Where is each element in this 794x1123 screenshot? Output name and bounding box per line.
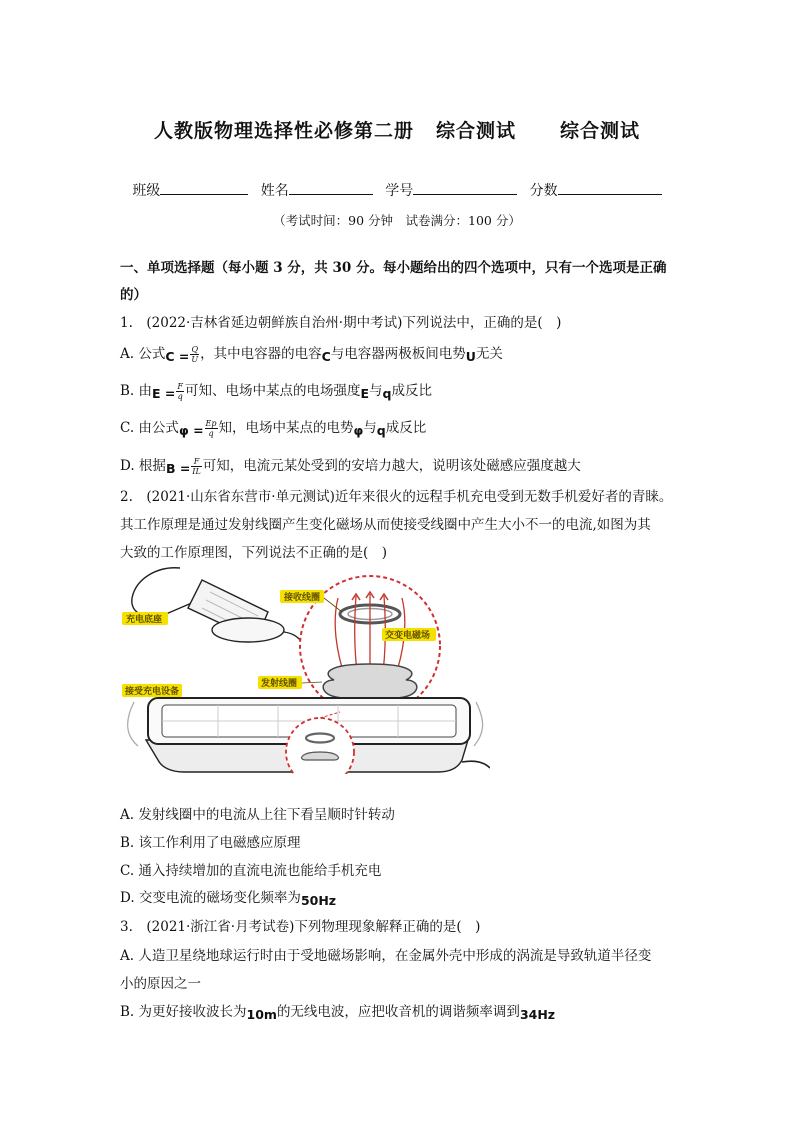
ac-field-text: 交变电磁场 — [385, 631, 431, 641]
q1-c-mid: 知，电场中某点的电势 — [218, 420, 354, 436]
q1-c-sym2: q — [376, 423, 386, 438]
q1-d-post: 可知，电流元某处受到的安培力越大，说明该处磁感应强度越大 — [202, 458, 581, 474]
q2-option-b: B. 该工作利用了电磁感应原理 — [120, 835, 301, 851]
q1-b-formula-lhs: E = — [152, 386, 176, 401]
q3-option-b — [120, 1000, 555, 1020]
q2-d-pre: D. 交变电流的磁场变化频率为 — [120, 890, 301, 906]
id-field[interactable] — [413, 180, 517, 195]
id-label: 学号 — [385, 183, 414, 199]
title-sub1: 综合测试 — [435, 120, 516, 142]
q1-b-post: 成反比 — [391, 383, 432, 399]
q3-option-a-line2: 小的原因之一 — [120, 976, 201, 992]
charge-base-text: 充电底座 — [126, 615, 163, 625]
q1-a-sym2: U — [465, 349, 476, 364]
q1-a-formula-lhs: C = — [165, 349, 190, 364]
class-field[interactable] — [160, 180, 248, 195]
receive-coil-text: 接收线圈 — [284, 593, 321, 603]
name-field[interactable] — [289, 180, 373, 195]
wireless-charging-figure — [118, 562, 490, 774]
device-pointer-arrow — [128, 702, 138, 746]
q1-a-num: Q — [191, 345, 198, 354]
label-ac-field — [382, 628, 436, 641]
q1-b-fraction — [176, 382, 184, 401]
q1-c-fraction — [205, 419, 218, 438]
q1-c-post: 成反比 — [385, 420, 427, 436]
charging-base — [212, 618, 284, 642]
hand-outline — [132, 568, 194, 616]
q2-stem-line3: 大致的工作原理图，下列说法不正确的是( ) — [120, 545, 388, 561]
q1-c-sym1: φ — [353, 423, 364, 438]
q3-b-value1: 10m — [246, 1007, 277, 1022]
q1-b-mid: 可知、电场中某点的电场强度 — [184, 383, 361, 399]
q1-a-mid2: 与电容器两极板间电势 — [330, 346, 466, 362]
q1-option-b — [120, 379, 432, 401]
title-main: 人教版物理选择性必修第二册 — [153, 120, 414, 142]
q2-option-a: A. 发射线圈中的电流从上往下看呈顺时针转动 — [120, 807, 395, 823]
q2-stem-line1: 2. (2021·山东省东营市·单元测试)近年来很火的远程手机充电受到无数手机爱好者的青睐。 — [120, 489, 673, 505]
q3-b-mid: 的无线电波，应把收音机的调谐频率调到 — [276, 1004, 520, 1020]
q1-a-sym1: C — [321, 349, 331, 364]
q1-b-sym1: E — [360, 386, 369, 401]
q3-b-pre: B. 为更好接收波长为 — [120, 1004, 247, 1020]
exam-meta: （考试时间：90 分钟 试卷满分：100 分） — [273, 213, 521, 228]
q1-c-num: Ep — [205, 419, 217, 428]
q1-option-c — [120, 416, 426, 438]
q1-c-den: q — [208, 429, 214, 438]
small-transmit-coil — [302, 752, 339, 760]
q3-b-value2: 34Hz — [519, 1007, 556, 1022]
q1-option-a — [120, 342, 503, 364]
q1-option-d — [120, 454, 581, 476]
label-charge-base — [122, 612, 168, 625]
q3-option-a-line1: A. 人造卫星绕地球运行时由于受地磁场影响，在金属外壳中形成的涡流是导致轨道半径变 — [120, 948, 652, 964]
q3-stem: 3. (2021·浙江省·月考试卷)下列物理现象解释正确的是( ) — [120, 919, 481, 935]
q1-c-formula-lhs: φ = — [178, 423, 204, 438]
q2-d-value: 50Hz — [300, 893, 337, 908]
q1-a-fraction — [190, 345, 199, 364]
q2-option-c: C. 通入持续增加的直流电流也能给手机充电 — [120, 863, 382, 879]
label-receive-device — [122, 684, 182, 697]
q2-option-d — [120, 886, 336, 906]
right-pointer-arrow — [474, 702, 483, 746]
q1-b-pre: B. 由 — [120, 383, 153, 399]
q1-b-sym2: q — [382, 386, 392, 401]
q1-b-den: q — [177, 392, 183, 401]
q2-stem-line2: 其工作原理是通过发射线圈产生变化磁场从而使接受线圈中产生大小不一的电流,如图为其 — [120, 517, 651, 533]
q1-a-den: U — [191, 355, 199, 364]
section-heading-line2: 的） — [120, 287, 147, 303]
q1-a-post: 无关 — [475, 346, 503, 362]
q1-d-fraction — [191, 457, 201, 476]
q1-d-num: F — [191, 457, 201, 467]
class-label: 班级 — [132, 183, 161, 199]
q1-d-den: IL — [192, 467, 201, 476]
q1-a-mid: ，其中电容器的电容 — [200, 346, 322, 362]
section-heading-line1: 一、单项选择题（每小题 3 分，共 30 分。每小题给出的四个选项中，只有一个选项是正确 — [120, 260, 667, 276]
q1-stem: 1. (2022·吉林省延边朝鲜族自治州·期中考试)下列说法中，正确的是( ) — [120, 315, 562, 331]
receive-device-text: 接受充电设备 — [125, 687, 180, 697]
q1-a-pre: A. 公式 — [120, 346, 166, 362]
q1-c-pre: C. 由公式 — [120, 420, 179, 436]
student-info-row — [0, 180, 794, 200]
q1-b-mid2: 与 — [369, 383, 383, 399]
name-label: 姓名 — [260, 183, 289, 199]
score-label: 分数 — [529, 183, 558, 199]
q1-d-formula-lhs: B = — [165, 461, 191, 476]
score-field[interactable] — [558, 180, 662, 195]
q1-c-mid2: 与 — [363, 420, 377, 436]
title-sub2: 综合测试 — [560, 120, 641, 142]
q1-d-pre: D. 根据 — [120, 458, 166, 474]
transmit-coil-text: 发射线圈 — [261, 679, 298, 689]
q1-b-num: F — [177, 382, 183, 391]
page-title — [0, 116, 794, 143]
